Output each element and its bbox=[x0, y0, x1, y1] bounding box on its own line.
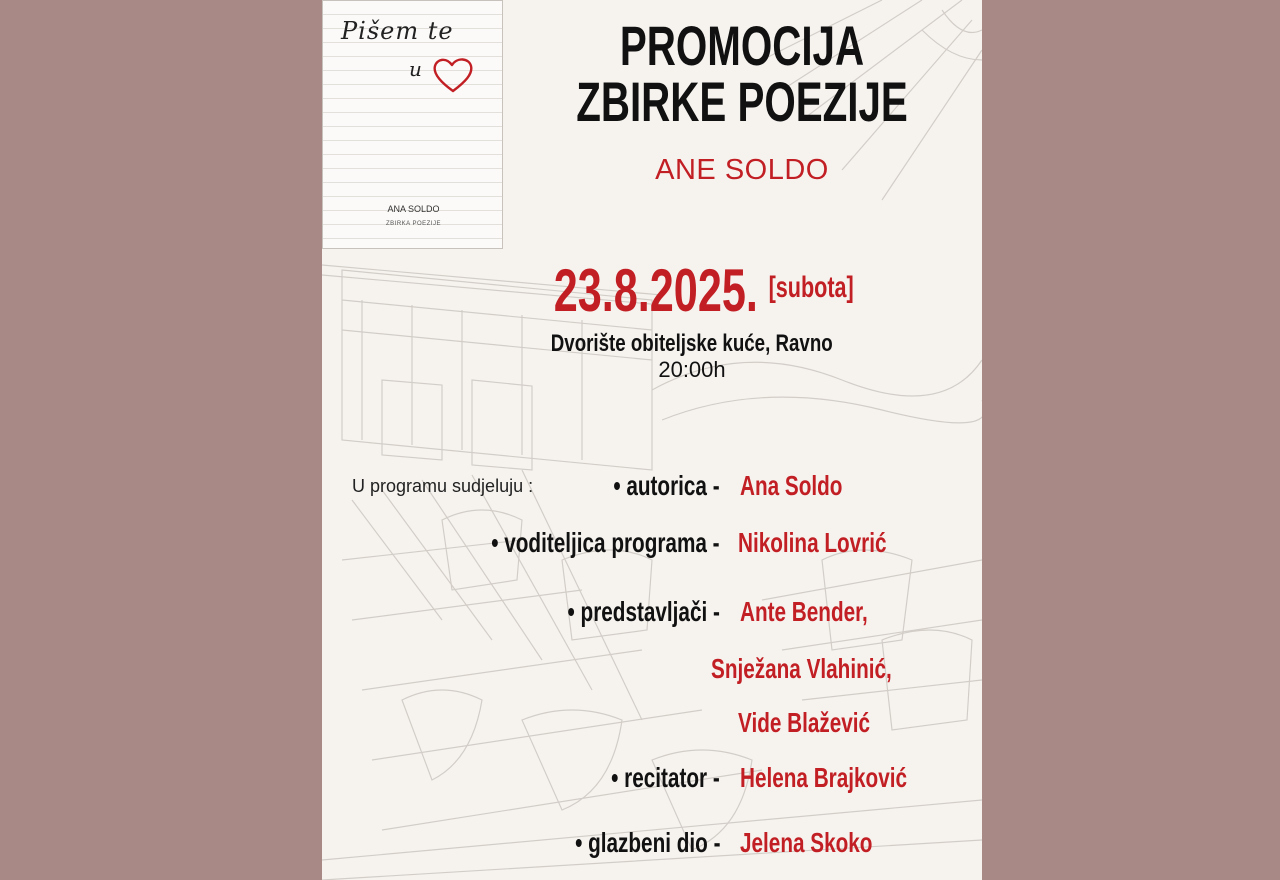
cover-author: ANA SOLDO bbox=[387, 204, 440, 214]
program-name: Helena Brajković bbox=[740, 762, 907, 793]
book-cover bbox=[322, 0, 503, 249]
program-role: • predstavljači - bbox=[567, 596, 720, 627]
heart-icon bbox=[431, 55, 475, 95]
event-time: 20:00h bbox=[658, 357, 726, 382]
event-poster bbox=[322, 0, 982, 880]
program-name: Ante Bender, bbox=[740, 596, 868, 627]
program-name: Jelena Skoko bbox=[740, 827, 873, 858]
event-date-row bbox=[502, 256, 882, 325]
program-role: • voditeljica programa - bbox=[491, 527, 720, 558]
program-name: Snježana Vlahinić, bbox=[711, 653, 892, 684]
poster-subtitle: ANE SOLDO bbox=[655, 154, 829, 186]
program-role: • glazbeni dio - bbox=[574, 827, 720, 858]
program-intro: U programu sudjeluju : bbox=[352, 476, 534, 496]
program-role: • recitator - bbox=[611, 762, 720, 793]
event-day: [subota] bbox=[768, 271, 854, 304]
program-name: Nikolina Lovrić bbox=[738, 527, 887, 558]
cover-title: Pišem te bbox=[341, 17, 454, 45]
title-line-2: ZBIRKE POEZIJE bbox=[576, 70, 908, 133]
program-name: Vide Blažević bbox=[738, 707, 871, 738]
program-role: • autorica - bbox=[613, 470, 720, 501]
poster-title bbox=[502, 14, 982, 133]
event-date: 23.8.2025. bbox=[553, 257, 758, 324]
venue-text: Dvorište obiteljske kuće, Ravno bbox=[551, 330, 833, 357]
cover-line2: u bbox=[409, 57, 422, 81]
cover-subtitle: ZBIRKA POEZIJE bbox=[385, 221, 441, 227]
event-venue bbox=[502, 330, 882, 358]
title-line-1: PROMOCIJA bbox=[619, 14, 865, 77]
program-name: Ana Soldo bbox=[740, 470, 843, 501]
